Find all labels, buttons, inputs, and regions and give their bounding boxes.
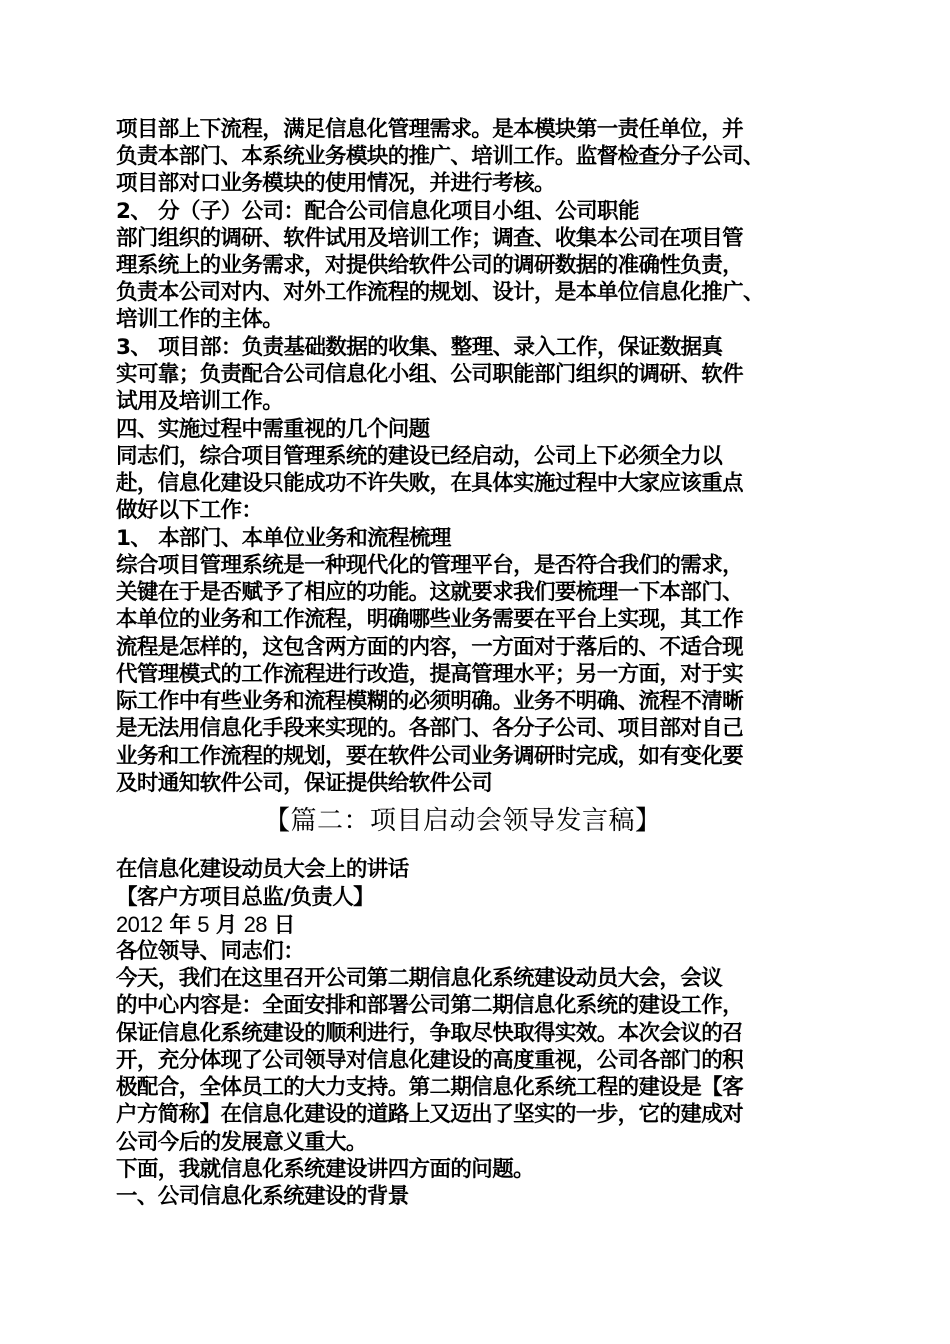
date-day-char: 日: [273, 913, 295, 938]
paragraph-line: 代管理模式的工作流程进行改造，提高管理水平；另一方面，对于实: [116, 662, 744, 687]
paragraph-line: 今天，我们在这里召开公司第二期信息化系统建设动员大会，会议: [116, 966, 723, 991]
speech-date: [116, 911, 295, 938]
section-heading: 一、公司信息化系统建设的背景: [116, 1184, 409, 1209]
paragraph-line: 的中心内容是：全面安排和部署公司第二期信息化系统的建设工作，: [116, 993, 744, 1018]
date-year: 2012: [116, 912, 163, 937]
paragraph-line: 培训工作的主体。: [116, 307, 284, 332]
paragraph-line: 2、 分（子）公司：配合公司信息化项目小组、公司职能: [116, 199, 639, 224]
paragraph-line: 实可靠；负责配合公司信息化小组、公司职能部门组织的调研、软件: [116, 362, 744, 387]
paragraph-line: 极配合，全体员工的大力支持。第二期信息化系统工程的建设是【客: [116, 1075, 744, 1100]
paragraph-line: 公司今后的发展意义重大。: [116, 1130, 367, 1155]
paragraph-line: 综合项目管理系统是一种现代化的管理平台，是否符合我们的需求，: [116, 553, 744, 578]
paragraph-line: 及时通知软件公司，保证提供给软件公司: [116, 771, 493, 796]
paragraph-line: 流程是怎样的，这包含两方面的内容，一方面对于落后的、不适合现: [116, 635, 744, 660]
paragraph-line: 项目部对口业务模块的使用情况，并进行考核。: [116, 171, 555, 196]
paragraph-line: 部门组织的调研、软件试用及培训工作；调查、收集本公司在项目管: [116, 226, 744, 251]
speaker-line: 【客户方项目总监/负责人】: [116, 885, 375, 910]
paragraph-line: 负责本公司对内、对外工作流程的规划、设计，是本单位信息化推广、: [116, 280, 764, 305]
paragraph-line: 下面，我就信息化系统建设讲四方面的问题。: [116, 1157, 535, 1182]
paragraph-line: 开，充分体现了公司领导对信息化建设的高度重视，公司各部门的积: [116, 1048, 744, 1073]
paragraph-line: 业务和工作流程的规划，要在软件公司业务调研时完成，如有变化要: [116, 744, 744, 769]
greeting-line: 各位领导、同志们：: [116, 939, 305, 964]
section-heading: 四、实施过程中需重视的几个问题: [116, 417, 430, 442]
date-year-char: 年: [169, 913, 191, 938]
paragraph-line: 本单位的业务和工作流程，明确哪些业务需要在平台上实现，其工作: [116, 607, 744, 632]
paragraph-line: 3、 项目部：负责基础数据的收集、整理、录入工作，保证数据真: [116, 335, 723, 360]
paragraph-line: 做好以下工作：: [116, 498, 263, 523]
date-day: 28: [243, 912, 267, 937]
speech-title: 在信息化建设动员大会上的讲话: [116, 857, 409, 882]
paragraph-line: 关键在于是否赋予了相应的功能。这就要求我们要梳理一下本部门、: [116, 580, 744, 605]
paragraph-line: 户方简称】在信息化建设的道路上又迈出了坚实的一步，它的建成对: [116, 1102, 744, 1127]
paragraph-line: 试用及培训工作。: [116, 389, 284, 414]
subsection-heading: 1、 本部门、本单位业务和流程梳理: [116, 526, 451, 551]
paragraph-line: 项目部上下流程，满足信息化管理需求。是本模块第一责任单位，并: [116, 117, 744, 142]
paragraph-line: 际工作中有些业务和流程模糊的必须明确。业务不明确、流程不清晰: [116, 689, 744, 714]
date-month: 5: [197, 912, 209, 937]
paragraph-line: 保证信息化系统建设的顺利进行，争取尽快取得实效。本次会议的召: [116, 1021, 744, 1046]
paragraph-line: 是无法用信息化手段来实现的。各部门、各分子公司、项目部对自己: [116, 716, 744, 741]
date-month-char: 月: [215, 913, 237, 938]
paragraph-line: 赴，信息化建设只能成功不许失败，在具体实施过程中大家应该重点: [116, 471, 744, 496]
paragraph-line: 理系统上的业务需求，对提供给软件公司的调研数据的准确性负责，: [116, 253, 744, 278]
paragraph-line: 同志们，综合项目管理系统的建设已经启动，公司上下必须全力以: [116, 444, 723, 469]
section-title: 【篇二：项目启动会领导发言稿】: [264, 806, 662, 836]
paragraph-line: 负责本部门、本系统业务模块的推广、培训工作。监督检查分子公司、: [116, 144, 764, 169]
